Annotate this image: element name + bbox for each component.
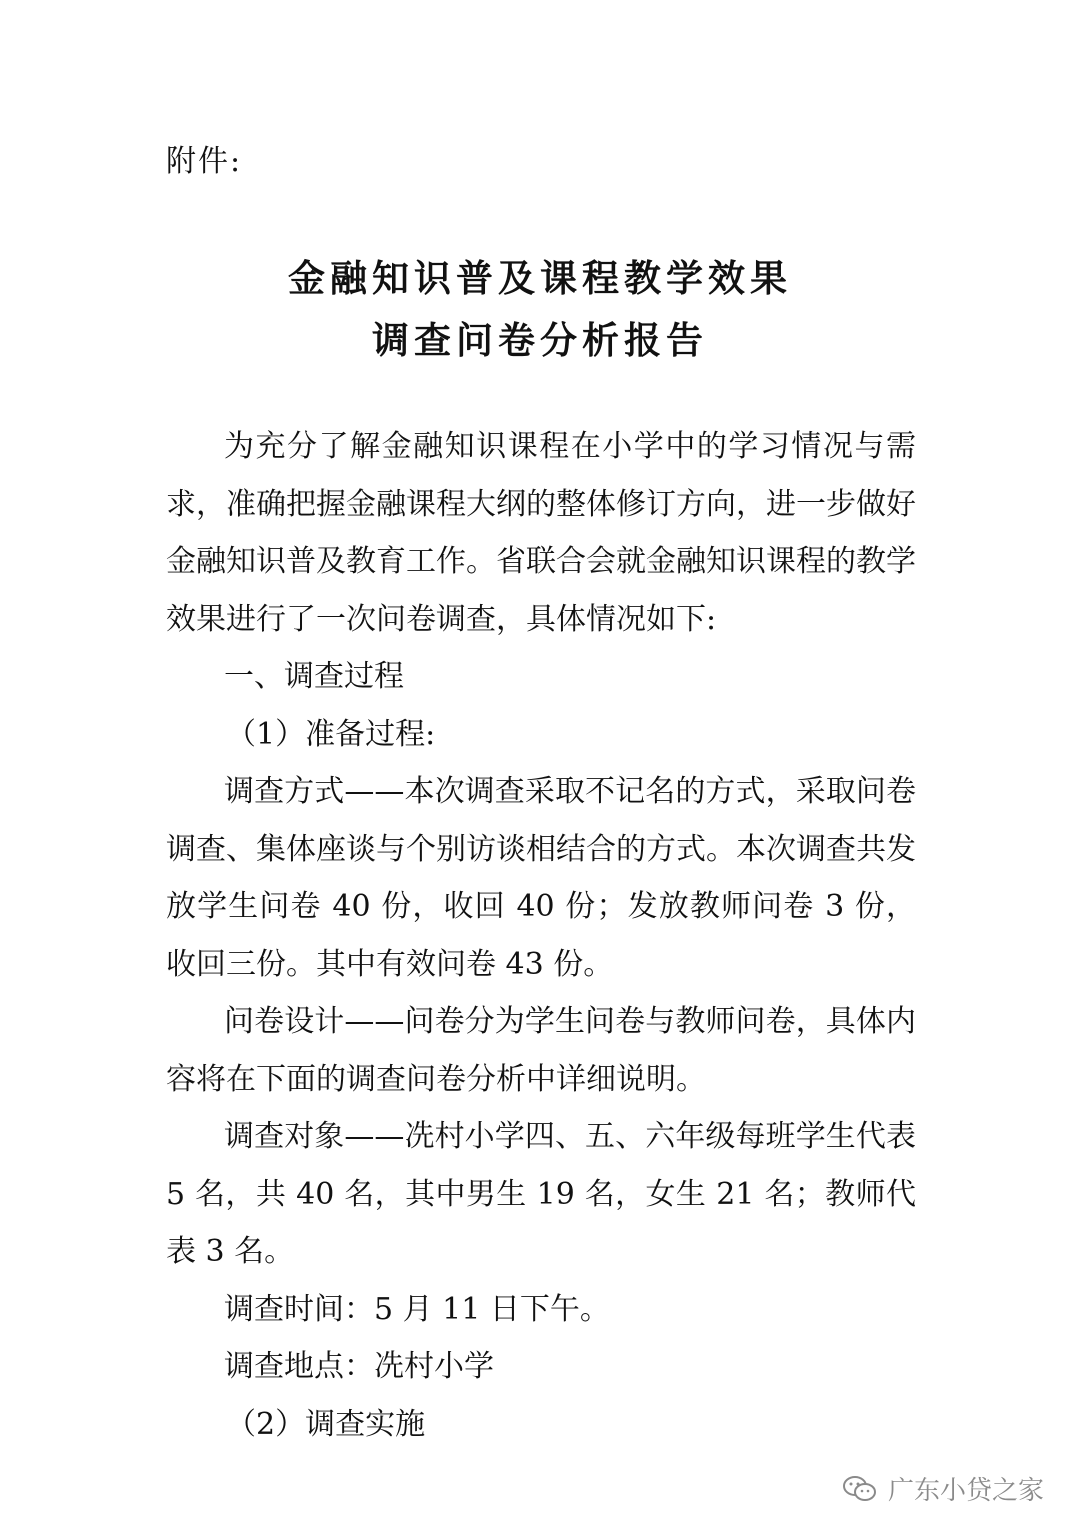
paragraph-survey-location: 调查地点：冼村小学 — [224, 1349, 494, 1384]
paragraph-questionnaire-design: 问卷设计——问卷分为学生问卷与教师问卷，具体内容将在下面的调查问卷分析中详细说明。 — [166, 1004, 916, 1097]
paragraph-intro: 为充分了解金融知识课程在小学中的学习情况与需求，准确把握金融课程大纲的整体修订方向，进一步做好金融知识普及教育工作。省联合会就金融知识课程的教学效果进行了一次问卷调查，具体情况如下: — [166, 429, 916, 637]
wechat-icon — [842, 1474, 878, 1504]
paragraph-survey-subjects: 调查对象——冼村小学四、五、六年级每班学生代表 5 名，共 40 名，其中男生 19 名，女生 21 名；教师代表 3 名。 — [166, 1119, 916, 1269]
annex-label: 附件: — [166, 144, 243, 179]
title-line-2: 调查问卷分析报告 — [372, 318, 708, 362]
subsection-preparation: （1）准备过程: — [226, 716, 436, 752]
subsection-implementation: （2）调查实施 — [226, 1406, 426, 1442]
title-line-1: 金融知识普及课程教学效果 — [288, 256, 792, 300]
watermark — [842, 1470, 1044, 1507]
document-body — [166, 418, 916, 1453]
section-heading-survey-process: 一、调查过程 — [224, 659, 404, 694]
paragraph-survey-method: 调查方式——本次调查采取不记名的方式，采取问卷调查、集体座谈与个别访谈相结合的方式。本次调查共发放学生问卷 40 份，收回 40 份；发放教师问卷 3 份，收回三份。其中有效问卷 43 份。 — [166, 774, 916, 982]
paragraph-survey-time: 调查时间：5 月 11 日下午。 — [224, 1291, 610, 1327]
watermark-text: 广东小贷之家 — [887, 1476, 1044, 1506]
